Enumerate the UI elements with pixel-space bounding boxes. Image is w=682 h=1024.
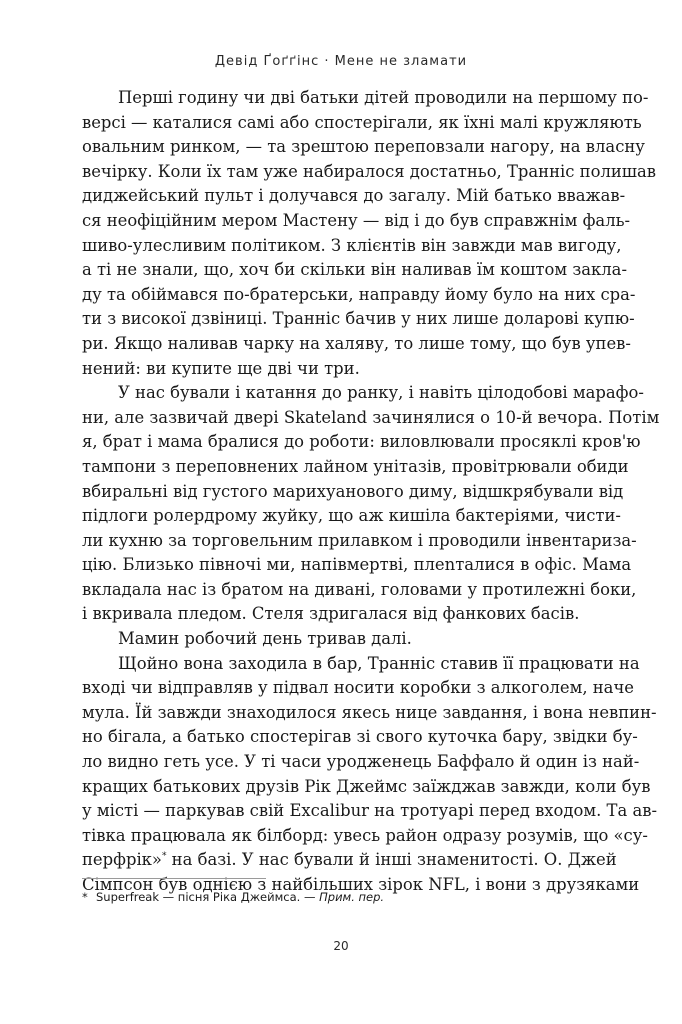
text-line: Щойно вона заходила в бар, Транніс ставив її працювати на	[118, 653, 640, 673]
text-line: нений: ви купите ще дві чи три.	[82, 358, 360, 378]
text-line: я, брат і мама бралися до роботи: виловлювали просяклі кров'ю	[82, 432, 641, 452]
text-line: Сімпсон був однією з найбільших зірок NFL, і вони з друзяками	[82, 875, 640, 894]
text-line: но бігала, а батько спостерігав зі свого куточка бару, звідки бу-	[82, 727, 638, 747]
text-line: ли кухню за торговельним прилавком і проводили інвентариза-	[82, 530, 637, 550]
text-line: підлоги ролердрому жуйку, що аж кишіла бактеріями, чисти-	[82, 506, 621, 526]
footnote	[82, 889, 384, 905]
footnote-text: Superfreak — пісня Ріка Джеймса. —	[96, 890, 320, 904]
text-line: ри. Якщо наливав чарку на халяву, то лише тому, що був упев-	[82, 333, 631, 353]
footnote-divider	[82, 878, 266, 879]
body-text	[82, 86, 660, 898]
text-line: вечірку. Коли їх там уже набиралося достатньо, Транніс полишав	[82, 161, 657, 181]
text-line: вході чи відправляв у підвал носити коробки з алкоголем, наче	[82, 678, 634, 698]
footnote-reference[interactable]: *	[161, 851, 167, 862]
text-line: у місті — паркував свій Excalibur на тротуарі перед входом. Та ав-	[82, 801, 657, 821]
text-line: тампони з переповнених лайном унітазів, провітрювали обиди	[82, 456, 629, 476]
footnote-mark: *	[82, 890, 88, 904]
text-line	[82, 848, 617, 873]
text-line: ло видно геть усе. У ті часи уродженець Баффало й один із най-	[82, 752, 640, 772]
text-line: ни, але зазвичай двері Skateland зачинялися о 10-й вечора. Потім	[82, 407, 660, 427]
text-line: вбиральні від густого марихуанового диму, відшкрябували від	[82, 481, 624, 501]
text-line: овальним ринком, — та зрештою переповзали нагору, на власну	[82, 137, 645, 157]
text-segment: перфрік»	[82, 850, 162, 870]
text-line: ся неофіційним мером Мастену — від і до був справжнім фаль-	[82, 210, 631, 230]
text-line: вкладала нас із братом на дивані, головами у протилежні боки,	[82, 579, 637, 599]
text-line: ти з високої дзвіниці. Транніс бачив у них лише доларові купю-	[82, 309, 635, 329]
text-line: версі — каталися самі або спостерігали, як їхні малі кружляють	[82, 112, 642, 132]
text-line: ду та обіймався по-братерськи, направду йому було на них сра-	[82, 284, 636, 304]
text-line: цію. Близько півночі ми, напівмертві, плenталися в офіс. Мама	[82, 555, 632, 575]
text-line: Мамин робочий день тривав далі.	[118, 629, 412, 649]
text-line: У нас бували і катання до ранку, і навіть цілодобові марафо-	[118, 383, 644, 403]
text-line: Перші годину чи дві батьки дітей проводили на першому по-	[118, 88, 649, 107]
text-line: а ті не знали, що, хоч би скільки він наливав їм коштом закла-	[82, 260, 627, 280]
text-line: тівка працювала як білборд: увесь район одразу розумів, що «су-	[82, 825, 648, 845]
footnote-translator-note: Прим. пер.	[319, 890, 385, 904]
text-line: шиво-улесливим політиком. З клієнтів він завжди мав вигоду,	[82, 235, 622, 255]
text-segment: на базі. У нас бували й інші знаменитості. О. Джей	[166, 850, 617, 870]
page-number: 20	[333, 939, 349, 953]
running-header: Девід Ґоґґінс · Мене не зламати	[214, 54, 468, 69]
text-line: диджейський пульт і долучався до загалу. Мій батько вважав-	[82, 186, 626, 206]
text-line: і вкривала пледом. Стеля здригалася від фанкових басів.	[82, 604, 580, 624]
text-line: мула. Їй завжди знаходилося якесь нице завдання, і вона невпин-	[82, 702, 657, 722]
text-line: кращих батькових друзів Рік Джеймс заїжджав завжди, коли був	[82, 776, 651, 796]
